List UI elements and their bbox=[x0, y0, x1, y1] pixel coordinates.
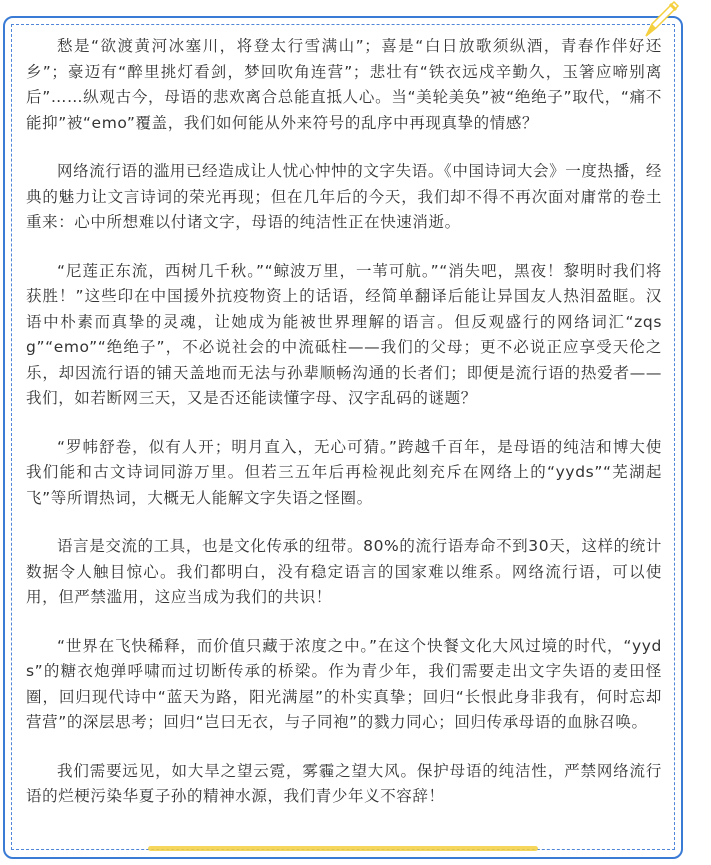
paragraph-1: 愁是“欲渡黄河冰塞川，将登太行雪满山”；喜是“白日放歌须纵酒，青春作伴好还乡”；豪迈有“醉里挑灯看剑，梦回吹角连营”；悲壮有“铁衣远戍辛勤久，玉箸应啼别离后”……纵观古今，母语的悲欢离合总能直抵人心。当“美轮美奂”被“绝绝子”取代，“痛不能抑”被“emo”覆盖，我们如何能从外来符号的乱序中再现真挚的情感？ bbox=[26, 37, 662, 132]
paragraph-2: 网络流行语的滥用已经造成让人忧心忡忡的文字失语。《中国诗词大会》一度热播，经典的魅力让文言诗词的荣光再现；但在几年后的今天，我们却不得不再次面对庸常的卷土重来：心中所想难以付诸文字，母语的纯洁性正在快速消逝。 bbox=[26, 162, 662, 231]
paragraph-7: 我们需要远见，如大旱之望云霓，雾霾之望大风。保护母语的纯洁性，严禁网络流行语的烂梗污染华夏子孙的精神水源，我们青少年义不容辞！ bbox=[26, 761, 662, 805]
paragraph-4: “罗帏舒卷，似有人开；明月直入，无心可猜。”跨越千百年，是母语的纯洁和博大使我们能和古文诗词同游万里。但若三五年后再检视此刻充斥在网络上的“yyds”“芜湖起飞”等所谓热词，大概无人能解文字失语之怪圈。 bbox=[26, 437, 662, 507]
paragraph-5: 语言是交流的工具，也是文化传承的纽带。80%的流行语寿命不到30天，这样的统计数据令人触目惊心。我们都明白，没有稳定语言的国家难以维系。网络流行语，可以使用，但严禁滥用，这应当成为我们的共识！ bbox=[26, 537, 662, 606]
bottom-accent-bar bbox=[148, 846, 538, 851]
article-body bbox=[26, 34, 662, 833]
paragraph-6: “世界在飞快稀释，而价值只藏于浓度之中。”在这个快餐文化大风过境的时代，“yyds”的糖衣炮弹呼啸而过切断传承的桥梁。作为青少年，我们需要走出文字失语的麦田怪圈，回归现代诗中“蓝天为路，阳光满屋”的朴实真挚；回归“长恨此身非我有，何时忘却营营”的深层思考；回归“岂曰无衣，与子同袍”的戮力同心；回归传承母语的血脉召唤。 bbox=[26, 636, 662, 731]
paragraph-3: “尼莲正东流，西树几千秋。”“鲸波万里，一苇可航。”“消失吧，黑夜！黎明时我们将获胜！”这些印在中国援外抗疫物资上的话语，经简单翻译后能让异国友人热泪盈眶。汉语中朴素而真挚的灵魂，让她成为能被世界理解的语言。但反观盛行的网络词汇“zqsg”“emo”“绝绝子”，不必说社会的中流砥柱——我们的父母；更不必说正应享受天伦之乐，却因流行语的铺天盖地而无法与孙辈顺畅沟通的长者们；即便是流行语的热爱者——我们，如若断网三天，又是否还能读懂字母、汉字乱码的谜题？ bbox=[26, 261, 662, 407]
